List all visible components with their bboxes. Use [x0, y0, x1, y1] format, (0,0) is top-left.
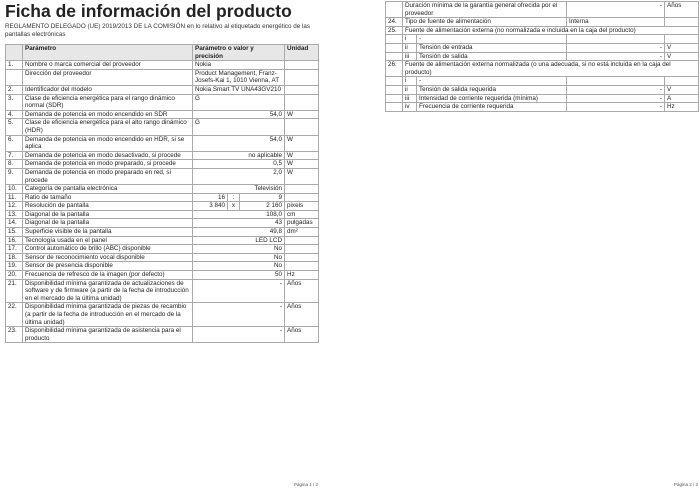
table-row [6, 236, 319, 245]
row-number: 1. [6, 61, 23, 70]
table-row [6, 119, 319, 135]
row-number [6, 69, 23, 85]
row-parameter: Sensor de reconocimiento vocal disponible [23, 253, 193, 262]
row-value: - [567, 85, 665, 94]
row-value: - [193, 327, 285, 343]
row-number [386, 103, 403, 112]
row-parameter: Clase de eficiencia energética para el alto rango dinámico (HDR) [23, 119, 193, 135]
table-row [6, 85, 319, 94]
header-value: Parámetro o valor y precisión [193, 45, 285, 61]
row-number: 23. [6, 327, 23, 343]
table-row [6, 262, 319, 271]
row-unit [285, 253, 319, 262]
row-parameter: Duración mínima de la garantía general ofrecida por el proveedor [403, 2, 567, 18]
row-value: Product Management, Franz-Josefs-Kai 1, 1010 Vienna, AT [193, 69, 285, 85]
row-number: 19. [6, 262, 23, 271]
table-row [6, 135, 319, 151]
row-unit: W [285, 151, 319, 160]
table-row [6, 228, 319, 237]
row-value-part: 16 [193, 193, 228, 202]
table-row [6, 193, 319, 202]
row-value: - [193, 279, 285, 303]
table-row [386, 26, 699, 35]
row-number [386, 52, 403, 61]
row-value: Televisión [193, 185, 285, 194]
row-number: 16. [6, 236, 23, 245]
row-value [567, 35, 665, 44]
row-value: 54,0 [193, 135, 285, 151]
table-row [6, 271, 319, 280]
table-row [386, 2, 699, 18]
regulation-subtitle: REGLAMENTO DELEGADO (UE) 2019/2013 DE LA COMISIÓN en lo relativo al etiquetado energético de las pantallas electrónicas [5, 23, 311, 38]
row-parameter: Nombre o marca comercial del proveedor [23, 61, 193, 70]
row-sub-index: iii [403, 52, 417, 61]
row-value: 0,5 [193, 160, 285, 169]
row-value-separator: x [228, 202, 240, 211]
row-value: - [567, 52, 665, 61]
row-unit [285, 69, 319, 85]
row-value: G [193, 119, 285, 135]
table-row [6, 202, 319, 211]
row-unit: cm [285, 210, 319, 219]
row-unit [665, 35, 699, 44]
row-unit: A [665, 94, 699, 103]
row-value: Nokia [193, 61, 285, 70]
row-parameter: Clase de eficiencia energética para el rango dinámico normal (SDR) [23, 94, 193, 110]
row-parameter: Identificador del modelo [23, 85, 193, 94]
row-parameter: Demanda de potencia en modo preparado, si procede [23, 160, 193, 169]
row-unit: W [285, 160, 319, 169]
row-parameter: Demanda de potencia en modo desactivado, si procede [23, 151, 193, 160]
row-value: G [193, 94, 285, 110]
row-value: LED LCD [193, 236, 285, 245]
power-supply-table [385, 1, 699, 112]
row-number: 26. [386, 61, 403, 77]
row-parameter: - [417, 77, 567, 86]
table-row [386, 94, 699, 103]
table-row [6, 110, 319, 119]
table-row [386, 43, 699, 52]
table-row [386, 103, 699, 112]
row-number: 17. [6, 245, 23, 254]
row-parameter: Sensor de presencia disponible [23, 262, 193, 271]
table-row [6, 210, 319, 219]
row-value: No [193, 253, 285, 262]
row-number: 22. [6, 303, 23, 327]
row-unit [285, 119, 319, 135]
header-number [6, 45, 23, 61]
row-unit [285, 185, 319, 194]
row-value-part: 9 [240, 193, 285, 202]
row-number: 12. [6, 202, 23, 211]
page-2 [350, 0, 700, 490]
row-value-separator: : [228, 193, 240, 202]
row-unit: W [285, 110, 319, 119]
table-row [6, 168, 319, 184]
row-parameter: Demanda de potencia en modo encendido en HDR, si se aplica [23, 135, 193, 151]
row-unit: Años [285, 303, 319, 327]
row-unit: Años [665, 2, 699, 18]
row-unit: pulgadas [285, 219, 319, 228]
row-number: 24. [386, 18, 403, 27]
row-number: 8. [6, 160, 23, 169]
row-number: 7. [6, 151, 23, 160]
row-unit: W [285, 135, 319, 151]
product-info-table [5, 44, 319, 343]
table-row [6, 69, 319, 85]
row-value: - [567, 2, 665, 18]
row-value [567, 77, 665, 86]
row-number [386, 77, 403, 86]
table-row [386, 35, 699, 44]
row-number: 20. [6, 271, 23, 280]
table-row [386, 52, 699, 61]
row-value: - [193, 303, 285, 327]
row-number: 2. [6, 85, 23, 94]
table-row [386, 77, 699, 86]
row-parameter: Ratio de tamaño [23, 193, 193, 202]
row-number: 6. [6, 135, 23, 151]
row-unit [665, 18, 699, 27]
table-row [386, 18, 699, 27]
row-parameter: Tensión de salida [417, 52, 567, 61]
row-value-part: 2 160 [240, 202, 285, 211]
row-sub-index: i [403, 35, 417, 44]
row-parameter: Diagonal de la pantalla [23, 219, 193, 228]
row-unit: V [665, 85, 699, 94]
row-number: 21. [6, 279, 23, 303]
row-number: 11. [6, 193, 23, 202]
table-row [6, 61, 319, 70]
row-unit [285, 193, 319, 202]
table-row [6, 245, 319, 254]
table-row [6, 327, 319, 343]
header-parameter: Parámetro [23, 45, 193, 61]
table-row [6, 94, 319, 110]
row-parameter: Tipo de fuente de alimentación [403, 18, 567, 27]
row-value: 108,0 [193, 210, 285, 219]
row-parameter: - [417, 35, 567, 44]
table-row [6, 219, 319, 228]
row-value: - [567, 103, 665, 112]
header-unit: Unidad [285, 45, 319, 61]
row-unit [285, 262, 319, 271]
row-parameter: Frecuencia de corriente requerida [417, 103, 567, 112]
row-unit: V [665, 43, 699, 52]
table-row [386, 61, 699, 77]
row-unit: V [665, 52, 699, 61]
table-row [6, 279, 319, 303]
table-row [6, 253, 319, 262]
document-title: Ficha de información del producto [5, 1, 292, 21]
row-number [386, 2, 403, 18]
row-number: 5. [6, 119, 23, 135]
page-footer: Página 2 / 2 [673, 482, 698, 487]
row-sub-index: ii [403, 85, 417, 94]
row-number [386, 43, 403, 52]
row-value: No [193, 245, 285, 254]
row-unit: Años [285, 327, 319, 343]
row-value: 2,0 [193, 168, 285, 184]
row-value: 43 [193, 219, 285, 228]
row-parameter: Superficie visible de la pantalla [23, 228, 193, 237]
row-parameter: Dirección del proveedor [23, 69, 193, 85]
row-value: - [567, 43, 665, 52]
row-number: 10. [6, 185, 23, 194]
row-value: Interna [567, 18, 665, 27]
row-parameter: Diagonal de la pantalla [23, 210, 193, 219]
row-number: 9. [6, 168, 23, 184]
table-row [6, 303, 319, 327]
row-value: 50 [193, 271, 285, 280]
row-section-title: Fuente de alimentación externa normalizada (o una adecuada, si no está incluida en la caja del producto) [403, 61, 699, 77]
row-unit [285, 236, 319, 245]
table-row [6, 160, 319, 169]
row-unit: Hz [665, 103, 699, 112]
row-number: 18. [6, 253, 23, 262]
row-value: 54,0 [193, 110, 285, 119]
row-sub-index: iii [403, 94, 417, 103]
row-parameter: Resolución de pantalla [23, 202, 193, 211]
table-row [386, 85, 699, 94]
row-parameter: Categoría de pantalla electrónica [23, 185, 193, 194]
row-parameter: Demanda de potencia en modo encendido en SDR [23, 110, 193, 119]
table-row [6, 151, 319, 160]
row-parameter: Tecnología usada en el panel [23, 236, 193, 245]
row-value: Nokia Smart TV UNA43GV210 [193, 85, 285, 94]
row-sub-index: iv [403, 103, 417, 112]
row-parameter: Disponibilidad mínima garantizada de actualizaciones de software y de firmware (a partir de la fecha de introducción en el mercado de la última unidad) [23, 279, 193, 303]
row-parameter: Disponibilidad mínima garantizada de piezas de recambio (a partir de la fecha de introducción en el mercado de la última unidad) [23, 303, 193, 327]
row-value: 49,8 [193, 228, 285, 237]
row-value: No [193, 262, 285, 271]
row-number [386, 94, 403, 103]
row-value: no aplicable [193, 151, 285, 160]
row-unit: W [285, 168, 319, 184]
row-section-title: Fuente de alimentación externa (no normalizada e incluida en la caja del producto) [403, 26, 699, 35]
row-unit: Años [285, 279, 319, 303]
table-header-row [6, 45, 319, 61]
row-parameter: Disponibilidad mínima garantizada de asistencia para el producto [23, 327, 193, 343]
row-number: 25. [386, 26, 403, 35]
row-sub-index: i [403, 77, 417, 86]
row-parameter: Tensión de salida requerida [417, 85, 567, 94]
row-number [386, 85, 403, 94]
row-unit: dm² [285, 228, 319, 237]
page-footer: Página 1 / 2 [293, 482, 318, 487]
row-number [386, 35, 403, 44]
row-parameter: Tensión de entrada [417, 43, 567, 52]
row-unit: Hz [285, 271, 319, 280]
row-number: 15. [6, 228, 23, 237]
row-unit [285, 61, 319, 70]
row-parameter: Demanda de potencia en modo preparado en red, si procede [23, 168, 193, 184]
row-unit [285, 94, 319, 110]
table-row [6, 185, 319, 194]
row-parameter: Frecuencia de refresco de la imagen (por defecto) [23, 271, 193, 280]
row-number: 14. [6, 219, 23, 228]
row-number: 3. [6, 94, 23, 110]
row-value-part: 3 840 [193, 202, 228, 211]
row-parameter: Intensidad de corriente requerida (mínima) [417, 94, 567, 103]
row-unit [665, 77, 699, 86]
row-unit: pixels [285, 202, 319, 211]
row-number: 13. [6, 210, 23, 219]
row-parameter: Control automático de brillo (ABC) disponible [23, 245, 193, 254]
row-unit [285, 245, 319, 254]
row-unit [285, 85, 319, 94]
row-value: - [567, 94, 665, 103]
row-number: 4. [6, 110, 23, 119]
row-sub-index: ii [403, 43, 417, 52]
